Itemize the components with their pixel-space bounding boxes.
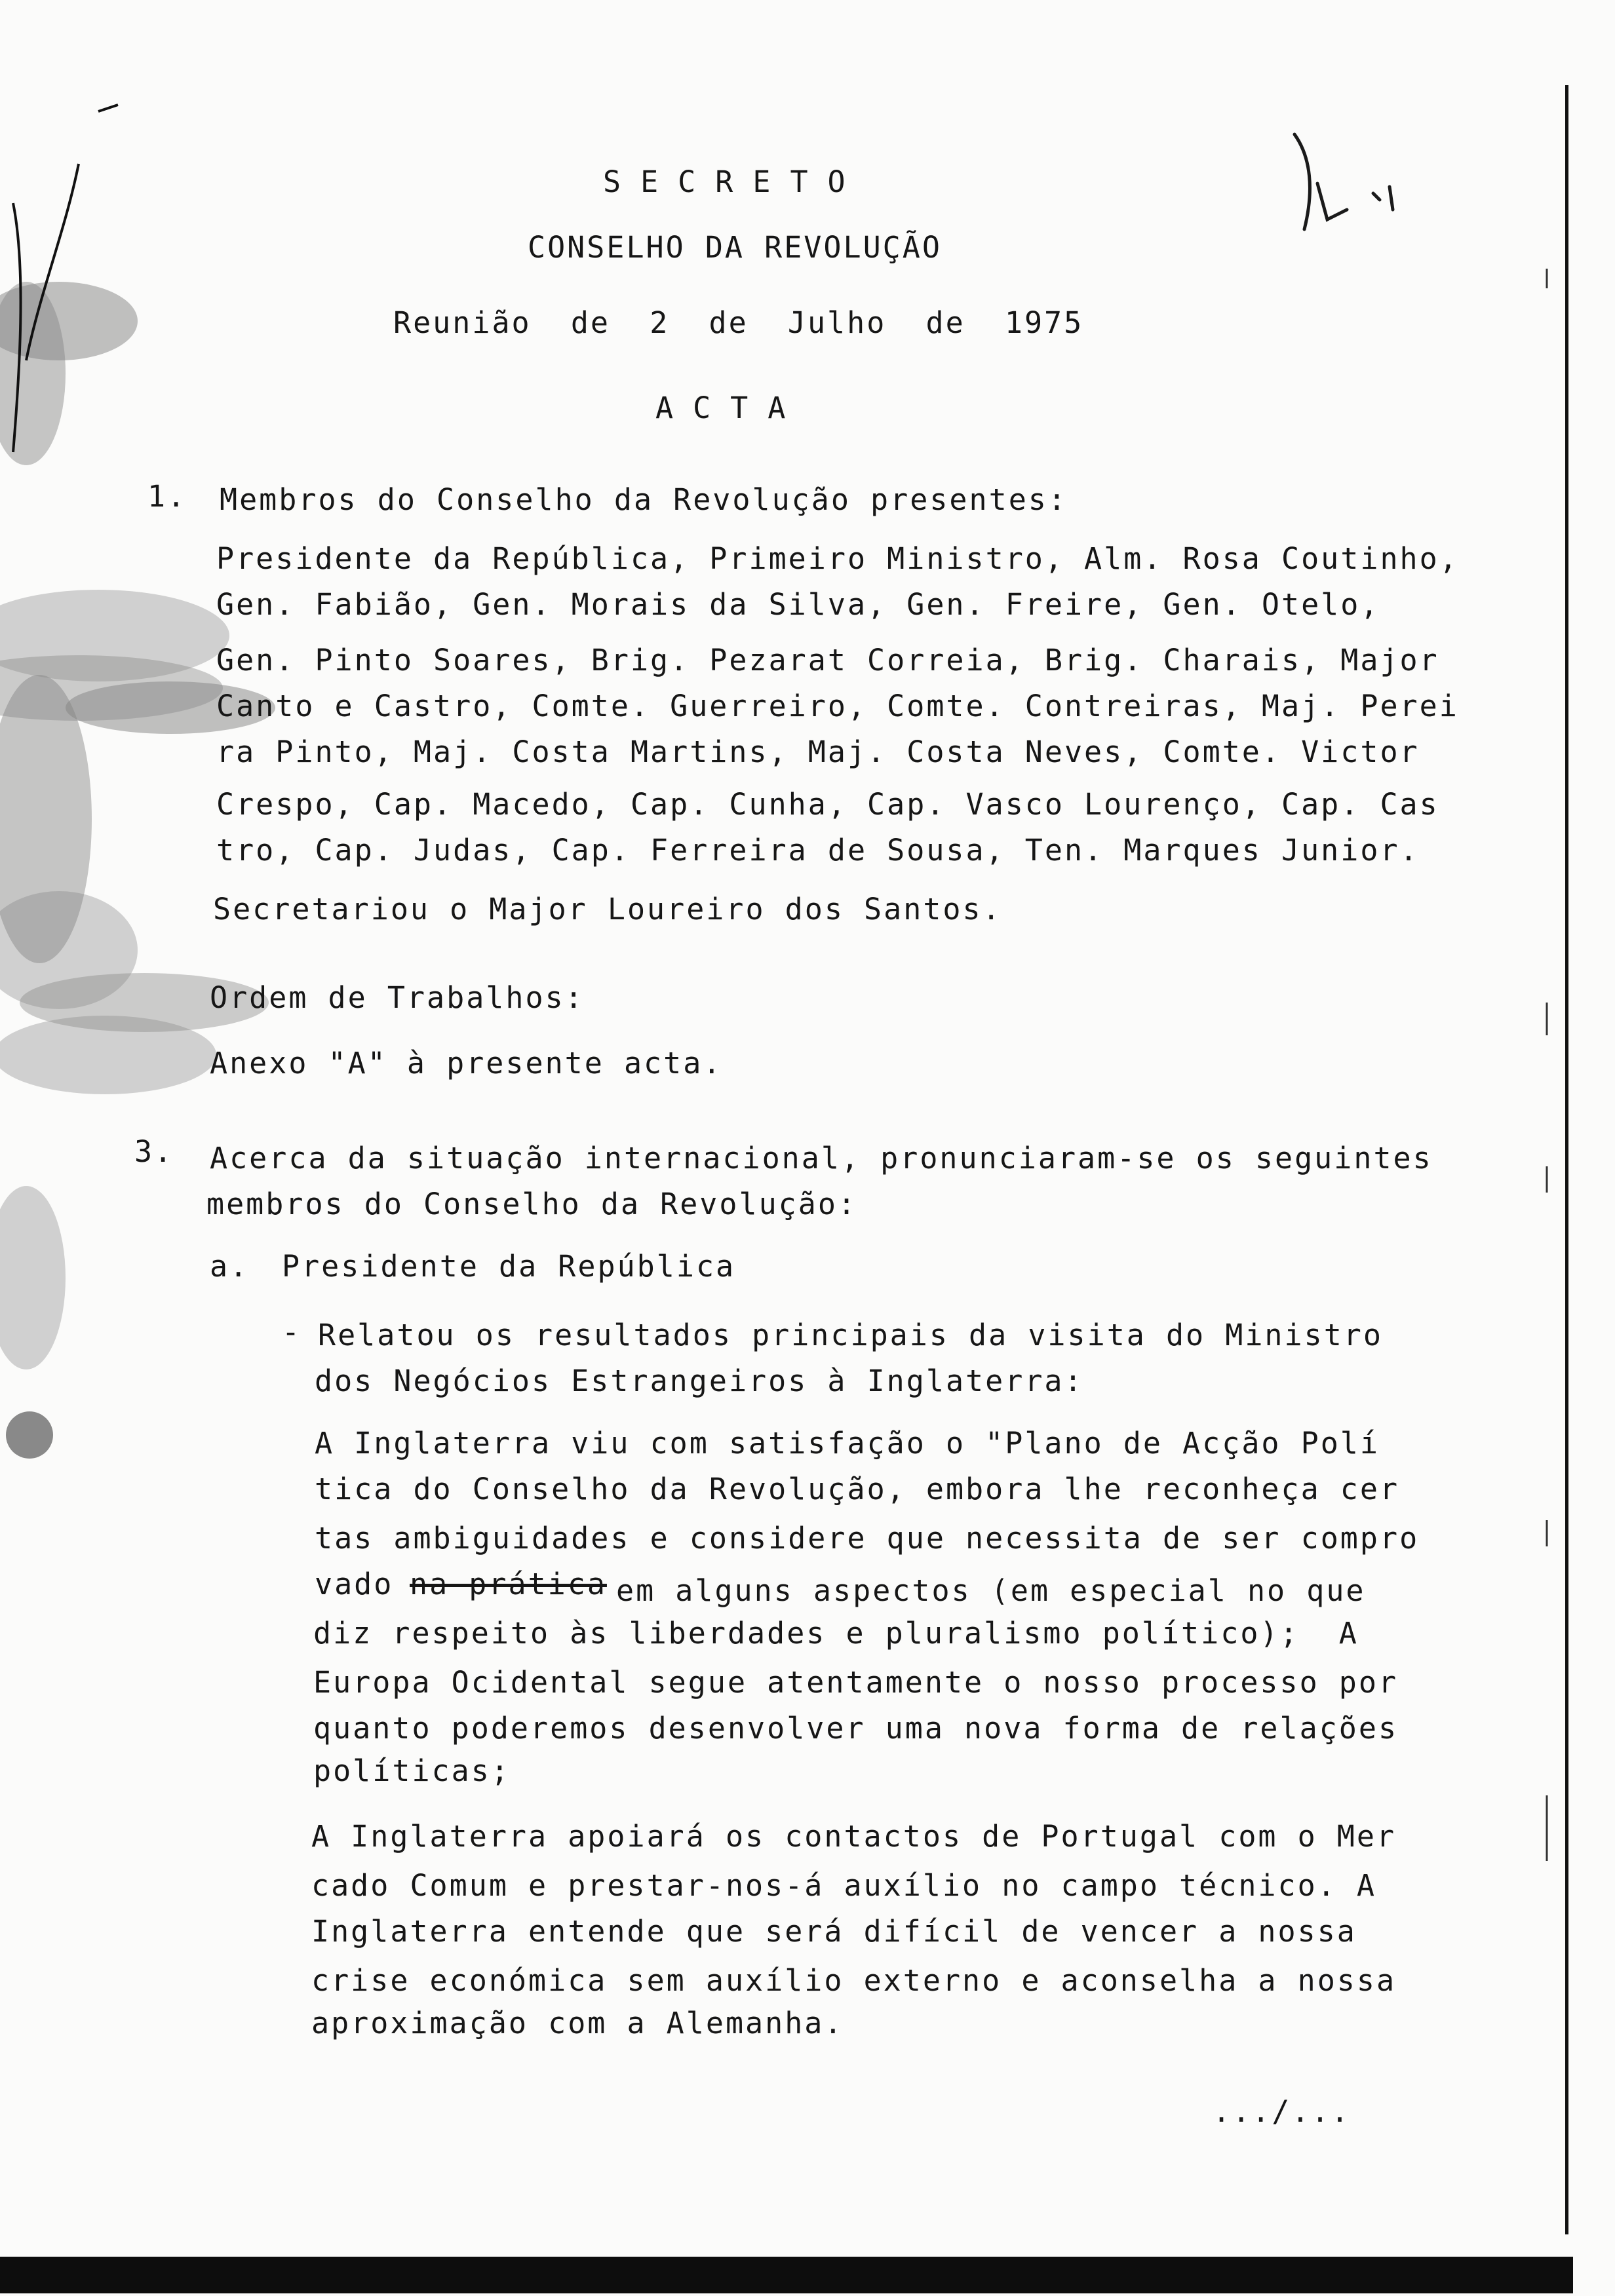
- section-2-heading: Ordem de Trabalhos:: [210, 980, 585, 1015]
- paragraph-2-line: crise económica sem auxílio externo e aconselha a nossa: [311, 1963, 1397, 1998]
- section-1-heading: Membros do Conselho da Revolução presentes:: [220, 482, 1068, 517]
- classification-label: SECRETO: [603, 164, 865, 199]
- paragraph-1-line: políticas;: [313, 1753, 511, 1788]
- meeting-date: Reunião de 2 de Julho de 1975: [393, 305, 1084, 340]
- continuation-mark: .../...: [1213, 2094, 1351, 2129]
- members-line: Crespo, Cap. Macedo, Cap. Cunha, Cap. Vasco Lourenço, Cap. Cas: [216, 787, 1439, 822]
- handwritten-initials: [1281, 131, 1432, 242]
- subsection-a-title: Presidente da República: [282, 1249, 736, 1284]
- section-3-number: 3.: [134, 1134, 174, 1169]
- subsection-a-dash: -: [282, 1314, 302, 1349]
- subsection-a-intro: Relatou os resultados principais da visita do Ministro: [318, 1318, 1383, 1352]
- members-line: Gen. Fabião, Gen. Morais da Silva, Gen. Freire, Gen. Otelo,: [216, 587, 1380, 622]
- paragraph-1-line: tica do Conselho da Revolução, embora lhe reconheça cer: [315, 1472, 1400, 1506]
- secretary-line: Secretariou o Major Loureiro dos Santos.: [213, 892, 1002, 927]
- paragraph-1-line: em alguns aspectos (em especial no que: [616, 1573, 1366, 1608]
- paragraph-1-line: Europa Ocidental segue atentamente o nosso processo por: [313, 1665, 1399, 1700]
- paragraph-1-line: vado: [315, 1567, 394, 1601]
- paragraph-2-line: aproximação com a Alemanha.: [311, 2006, 844, 2040]
- paragraph-1-line: A Inglaterra viu com satisfação o "Plano de Acção Polí: [315, 1426, 1380, 1461]
- paragraph-2-line: A Inglaterra apoiará os contactos de Portugal com o Mer: [311, 1819, 1397, 1854]
- bottom-border-rule: [0, 2253, 1573, 2293]
- members-line: tro, Cap. Judas, Cap. Ferreira de Sousa, Ten. Marques Junior.: [216, 833, 1420, 868]
- members-line: Canto e Castro, Comte. Guerreiro, Comte. Contreiras, Maj. Perei: [216, 689, 1459, 723]
- issuing-body: CONSELHO DA REVOLUÇÃO: [528, 230, 942, 265]
- members-line: Gen. Pinto Soares, Brig. Pezarat Correia, Brig. Charais, Major: [216, 643, 1439, 678]
- members-line: Presidente da República, Primeiro Ministro, Alm. Rosa Coutinho,: [216, 541, 1459, 576]
- section-1-number: 1.: [147, 479, 187, 514]
- section-3-line: membros do Conselho da Revolução:: [206, 1187, 858, 1221]
- paragraph-1-line: quanto poderemos desenvolver uma nova forma de relações: [313, 1711, 1399, 1746]
- members-line: ra Pinto, Maj. Costa Martins, Maj. Costa Neves, Comte. Victor: [216, 735, 1420, 769]
- struck-text: na prática: [410, 1567, 607, 1601]
- paragraph-2-line: cado Comum e prestar-nos-á auxílio no campo técnico. A: [311, 1868, 1376, 1903]
- section-3-line: Acerca da situação internacional, pronunciaram-se os seguintes: [210, 1141, 1433, 1176]
- section-2-text: Anexo "A" à presente acta.: [210, 1046, 723, 1081]
- paragraph-1-line: tas ambiguidades e considere que necessita de ser compro: [315, 1521, 1420, 1556]
- paragraph-2-line: Inglaterra entende que será difícil de vencer a nossa: [311, 1914, 1357, 1949]
- subsection-a-intro: dos Negócios Estrangeiros à Inglaterra:: [315, 1364, 1084, 1398]
- subsection-a-label: a.: [210, 1249, 250, 1284]
- document-type: ACTA: [655, 391, 806, 425]
- right-border-rule: [1565, 85, 1568, 2234]
- paragraph-1-line: diz respeito às liberdades e pluralismo político); A: [313, 1616, 1359, 1651]
